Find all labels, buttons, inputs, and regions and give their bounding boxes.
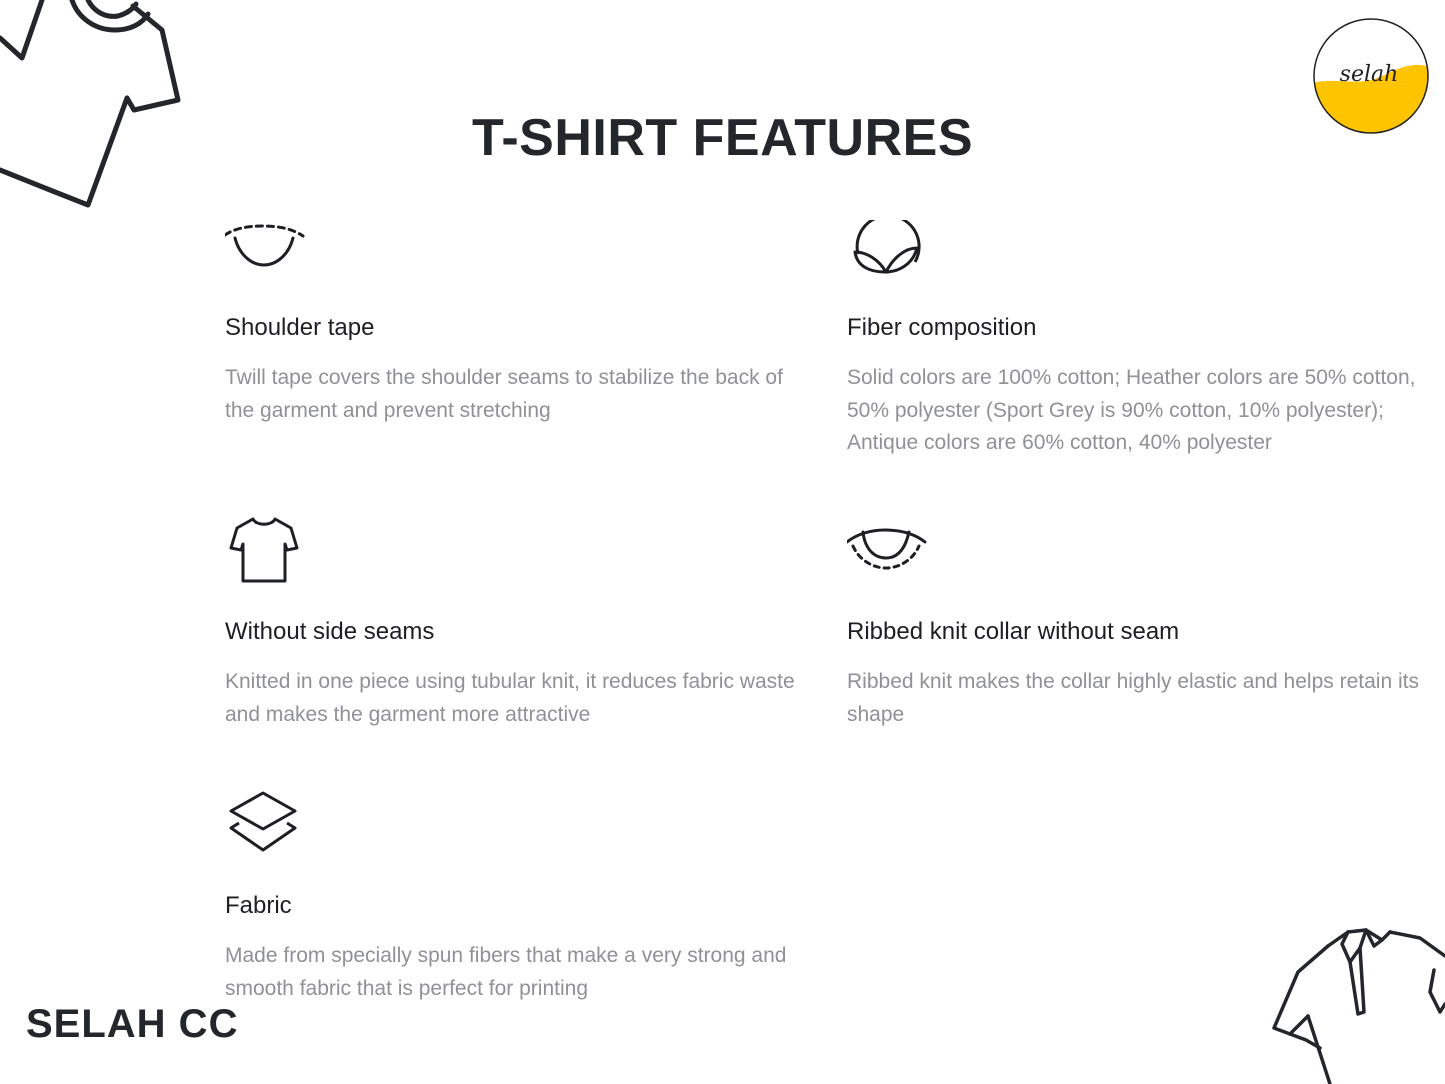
feature-name: Without side seams xyxy=(225,618,435,645)
feature-name: Fabric xyxy=(225,892,292,919)
feature-fabric xyxy=(225,788,805,1000)
feature-description: Ribbed knit makes the collar highly elastic and helps retain its shape xyxy=(847,670,1419,726)
feature-name: Fiber composition xyxy=(847,314,1037,341)
brand-name: SELAH CC xyxy=(26,1002,239,1046)
polo-shirt-outline-icon xyxy=(1270,924,1445,1084)
feature-ribbed-collar xyxy=(847,514,1427,726)
feature-shoulder-tape xyxy=(225,220,805,422)
feature-name: Ribbed knit collar without seam xyxy=(847,618,1180,645)
feature-fiber-composition xyxy=(847,220,1427,454)
feature-description: Made from specially spun fibers that make a very strong and smooth fabric that is perfect for printing xyxy=(225,944,787,1000)
feature-without-side-seams xyxy=(225,514,805,726)
tshirt-icon xyxy=(225,514,315,586)
feature-description: Knitted in one piece using tubular knit, it reduces fabric waste and makes the garment more attractive xyxy=(225,670,795,726)
fabric-layers-icon xyxy=(225,788,315,860)
logo-text: selah xyxy=(1339,62,1399,87)
feature-description: Solid colors are 100% cotton; Heather colors are 50% cotton, 50% polyester (Sport Grey is 90% cotton, 10% polyester); Antique colors are 60% cotton, 40% polyester xyxy=(847,366,1416,454)
ribbed-collar-icon xyxy=(847,514,937,586)
feature-description: Twill tape covers the shoulder seams to stabilize the back of the garment and prevent stretching xyxy=(225,366,783,422)
fiber-leaf-icon xyxy=(847,220,937,292)
feature-name: Shoulder tape xyxy=(225,314,375,341)
shoulder-tape-icon xyxy=(225,220,315,292)
page-title: T-SHIRT FEATURES xyxy=(471,109,974,167)
